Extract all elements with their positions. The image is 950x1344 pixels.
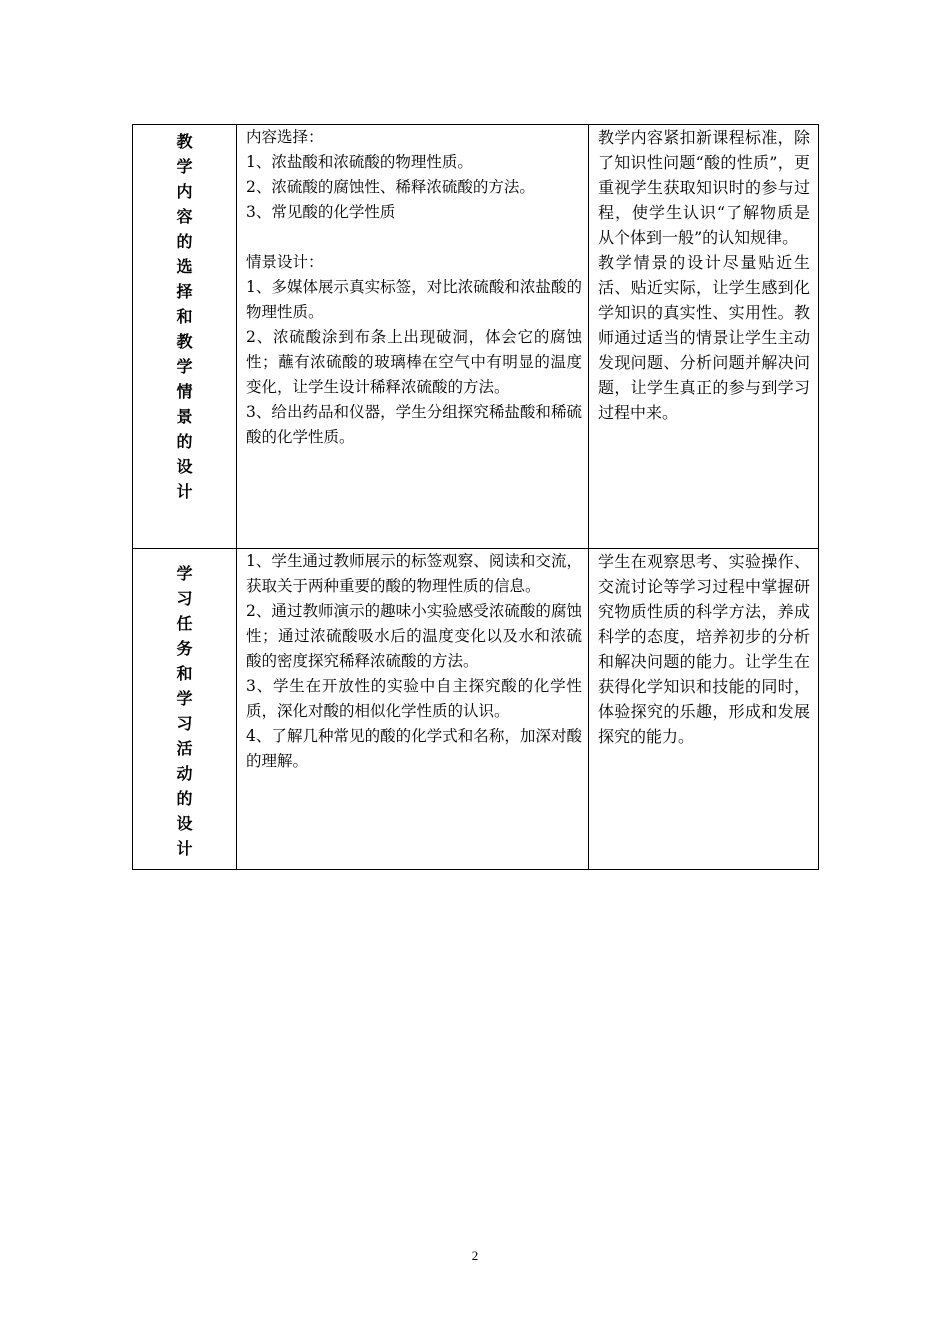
- rationale-cell: [589, 125, 819, 549]
- scene-item-2: 2、浓硫酸涂到布条上出现破洞，体会它的腐蚀性；蘸有浓硫酸的玻璃棒在空气中有明显的温度变化，让学生设计稀释浓硫酸的方法。: [246, 328, 582, 396]
- row-heading-cell: [133, 549, 237, 870]
- row-heading-tasks-activities: 学习任务和学习活动的设计: [176, 564, 193, 858]
- activity-item-1: 1、学生通过教师展示的标签观察、阅读和交流，获取关于两种重要的酸的物理性质的信息。: [246, 552, 582, 595]
- activity-item-3: 3、学生在开放性的实验中自主探究酸的化学性质，深化对酸的相似化学性质的认识。: [246, 677, 582, 720]
- content-selection-title: 内容选择：: [246, 128, 324, 146]
- scene-item-3: 3、给出药品和仪器，学生分组探究稀盐酸和稀硫酸的化学性质。: [246, 403, 582, 446]
- blank-line: [246, 225, 582, 250]
- tasks-activities-cell: [237, 549, 589, 870]
- rationale-cell: [589, 549, 819, 870]
- scene-design-title: 情景设计：: [246, 253, 324, 271]
- lesson-design-table: [132, 124, 819, 870]
- content-item-2: 2、浓硫酸的腐蚀性、稀释浓硫酸的方法。: [246, 178, 535, 196]
- page-number: 2: [471, 1248, 479, 1263]
- scene-item-1: 1、多媒体展示真实标签，对比浓硫酸和浓盐酸的物理性质。: [246, 278, 582, 321]
- rationale-paragraph: 学生在观察思考、实验操作、交流讨论等学习过程中掌握研究物质性质的科学方法，养成科学的态度，培养初步的分析和解决问题的能力。让学生在获得化学知识和技能的同时，体验探究的乐趣，形成和发展探究的能力。: [598, 552, 810, 746]
- content-item-3: 3、常见酸的化学性质: [246, 203, 396, 221]
- row-heading-cell: [133, 125, 237, 549]
- activity-item-2: 2、通过教师演示的趣味小实验感受浓硫酸的腐蚀性；通过浓硫酸吸水后的温度变化以及水和浓硫酸的密度探究稀释浓硫酸的方法。: [246, 602, 582, 670]
- activity-item-4: 4、了解几种常见的酸的化学式和名称，加深对酸的理解。: [246, 727, 582, 770]
- rationale-paragraph-2: 教学情景的设计尽量贴近生活、贴近实际，让学生感到化学知识的真实性、实用性。教师通过适当的情景让学生主动发现问题、分析问题并解决问题，让学生真正的参与到学习过程中来。: [598, 253, 810, 422]
- content-scene-cell: [237, 125, 589, 549]
- content-item-1: 1、浓盐酸和浓硫酸的物理性质。: [246, 153, 473, 171]
- row-heading-content-scene: 教学内容的选择和教学情景的设计: [176, 132, 193, 501]
- rationale-paragraph-1: 教学内容紧扣新课程标准，除了知识性问题“酸的性质”，更重视学生获取知识时的参与过程，使学生认识“了解物质是从个体到一般”的认知规律。: [598, 128, 810, 247]
- table-row-content-and-scene: [133, 125, 819, 549]
- table-row-tasks-and-activities: [133, 549, 819, 870]
